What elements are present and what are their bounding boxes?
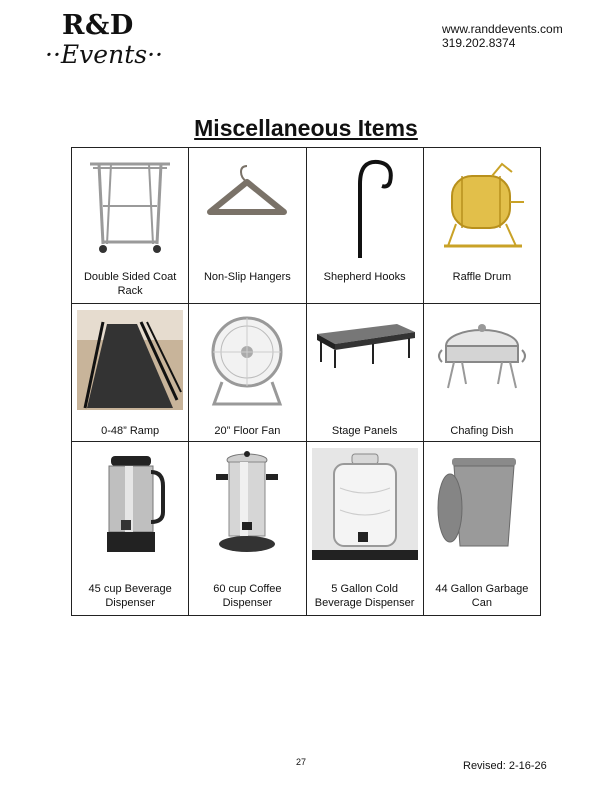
- hanger-icon: [202, 154, 292, 262]
- phone-number: 319.202.8374: [442, 36, 516, 50]
- ramp-icon: [77, 310, 183, 410]
- item-cell: [72, 304, 189, 442]
- grid-row: [72, 442, 541, 616]
- garbage-can-icon: [432, 448, 532, 560]
- item-cell: [423, 148, 540, 304]
- item-label: 20” Floor Fan: [214, 425, 281, 437]
- glass-jar-dispenser-icon: [312, 448, 418, 560]
- item-label: Raffle Drum: [452, 271, 512, 283]
- item-label: Chafing Dish: [450, 425, 514, 437]
- item-cell: [423, 304, 540, 442]
- item-label: Shepherd Hooks: [323, 271, 406, 283]
- item-cell: [306, 148, 423, 304]
- item-cell: [72, 148, 189, 304]
- company-logo: [44, 10, 164, 72]
- item-cell: [423, 442, 540, 616]
- raffle-drum-icon: [432, 154, 532, 262]
- item-label: 0-48” Ramp: [101, 425, 160, 437]
- contact-info: [442, 22, 563, 50]
- grid-row: [72, 304, 541, 442]
- item-cell: [72, 442, 189, 616]
- logo-bottom-text: ··Events··: [45, 40, 163, 69]
- items-grid: [71, 147, 541, 616]
- item-cell: [306, 442, 423, 616]
- item-label: Double Sided Coat Rack: [83, 271, 177, 297]
- item-label: Stage Panels: [331, 425, 398, 437]
- website-link[interactable]: www.randdevents.com: [442, 22, 563, 36]
- item-label: 60 cup Coffee Dispenser: [213, 583, 282, 609]
- coat-rack-icon: [85, 154, 175, 262]
- coffee-urn-icon: [202, 448, 292, 560]
- page-title: Miscellaneous Items: [194, 115, 418, 141]
- item-cell: [306, 304, 423, 442]
- item-label: Non-Slip Hangers: [203, 271, 291, 283]
- chafing-dish-icon: [432, 310, 532, 410]
- grid-row: [72, 148, 541, 304]
- item-label: 5 Gallon Cold Beverage Dispenser: [314, 583, 415, 609]
- floor-fan-icon: [202, 310, 292, 410]
- shepherd-hook-icon: [320, 154, 410, 262]
- beverage-dispenser-icon: [85, 448, 175, 560]
- item-label: 44 Gallon Garbage Can: [435, 583, 529, 609]
- item-cell: [189, 304, 306, 442]
- logo-top-text: R&D: [62, 10, 134, 41]
- item-label: 45 cup Beverage Dispenser: [88, 583, 172, 609]
- item-cell: [189, 442, 306, 616]
- revised-date: Revised: 2-16-26: [463, 760, 547, 772]
- item-cell: [189, 148, 306, 304]
- stage-panel-icon: [313, 310, 417, 410]
- page-number: 27: [296, 757, 307, 767]
